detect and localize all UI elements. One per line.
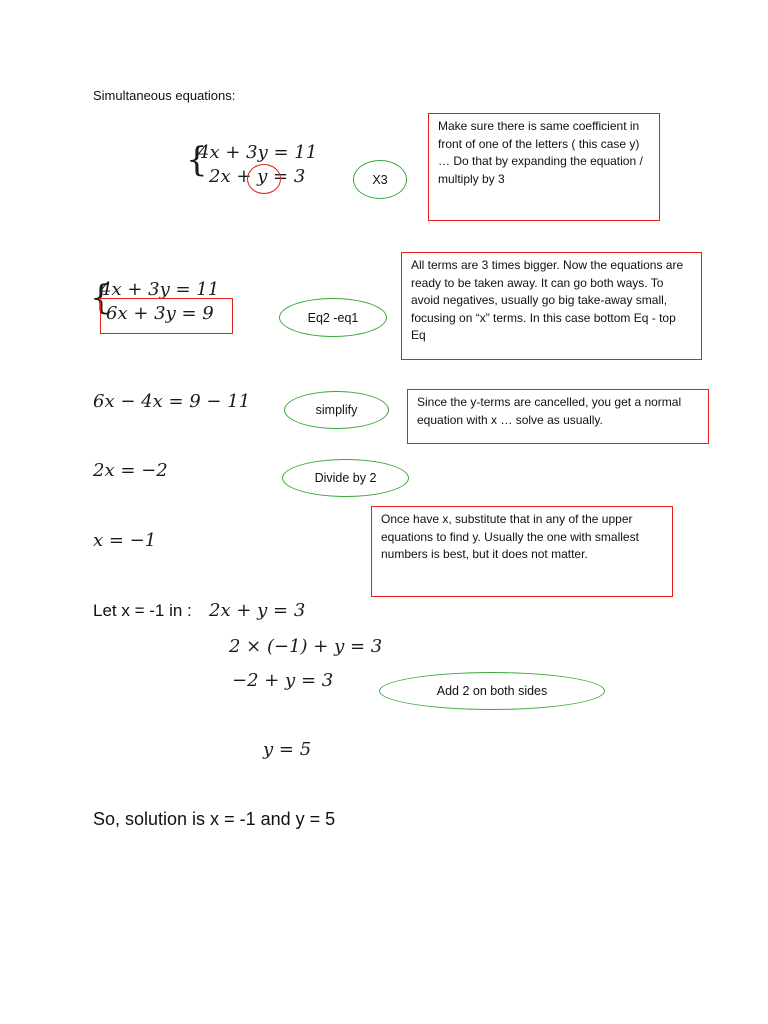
substitution-let-equation: 2x + y = 3 — [209, 600, 306, 621]
system1-eq2: 2x + y = 3 — [209, 166, 306, 187]
step3-oval: simplify — [284, 391, 389, 429]
step4-oval: Divide by 2 — [282, 459, 409, 497]
step3-note: Since the y-terms are cancelled, you get a normal equation with x … solve as usually. — [407, 389, 709, 444]
system1-brace: { — [186, 140, 208, 180]
substitution-oval: Add 2 on both sides — [379, 672, 605, 710]
step5-note: Once have x, substitute that in any of the upper equations to find y. Usually the one with smallest numbers is best, but it does not matter. — [371, 506, 673, 597]
step3-equation: 6x − 4x = 9 − 11 — [93, 391, 251, 412]
step1-note: Make sure there is same coefficient in front of one of the letters ( this case y) … Do that by expanding the equation / multiply by 3 — [428, 113, 660, 221]
y-highlight-circle — [247, 164, 281, 194]
step2-note: All terms are 3 times bigger. Now the equations are ready to be taken away. It can go both ways. To avoid negatives, usually go big take-away small, focusing on “x” terms. In this case bottom Eq - top Eq — [401, 252, 702, 360]
system2-brace: { — [90, 278, 112, 318]
step2-oval: Eq2 -eq1 — [279, 298, 387, 337]
substitution-line2: 2 × (−1) + y = 3 — [229, 636, 383, 657]
conclusion-text: So, solution is x = -1 and y = 5 — [93, 809, 336, 829]
step5-equation: x = −1 — [93, 530, 157, 551]
step4-equation: 2x = −2 — [93, 460, 168, 481]
page-heading: Simultaneous equations: — [93, 88, 236, 103]
substitution-line3: −2 + y = 3 — [232, 670, 334, 691]
substitution-let-text: Let x = -1 in : — [93, 601, 192, 620]
system1-eq1: 4x + 3y = 11 — [198, 142, 318, 163]
step1-oval: X3 — [353, 160, 407, 199]
eq2-highlight-box — [100, 298, 233, 334]
system2-eq2: 6x + 3y = 9 — [106, 303, 214, 324]
system2-eq1: 4x + 3y = 11 — [100, 279, 220, 300]
substitution-line4: y = 5 — [263, 739, 312, 760]
